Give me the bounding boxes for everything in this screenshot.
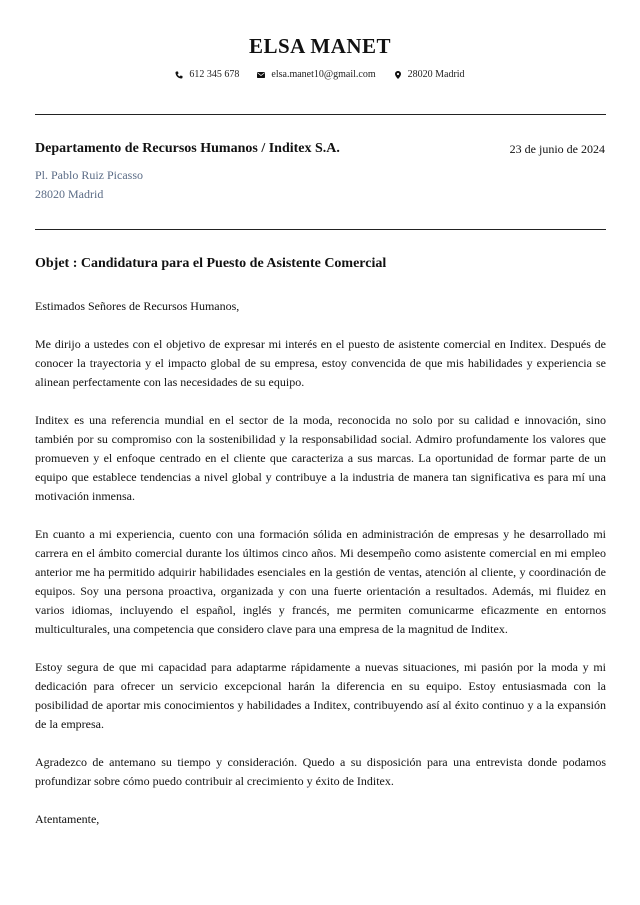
- envelope-icon: [257, 71, 265, 79]
- location-pin-icon: [394, 71, 402, 79]
- contact-location: [394, 69, 465, 80]
- paragraph-4: Estoy segura de que mi capacidad para adaptarme rápidamente a nuevas situaciones, mi pasión por la moda y mi dedicación para ofrecer un servicio excepcional harán la diferencia en su equipo. Estoy entusiasmada con la posibilidad de aportar mis conocimientos y habilidades a Inditex, contribuyendo así al éxito continuo y a la expansión de la empresa.: [35, 660, 606, 731]
- paragraph-5: Agradezco de antemano su tiempo y consideración. Quedo a su disposición para una entrevista donde podamos profundizar sobre cómo puedo contribuir al crecimiento y éxito de Inditex.: [35, 755, 606, 788]
- paragraph-3: En cuanto a mi experiencia, cuento con una formación sólida en administración de empresas y he desarrollado mi carrera en el ámbito comercial durante los últimos cinco años. Mi desempeño como asistente comercial en mi empleo anterior me ha permitido adquirir habilidades esenciales en la gestión de ventas, atención al cliente, y coordinación de equipos. Soy una persona proactiva, organizada y con una fuerte orientación a resultados. Además, mi fluidez en varios idiomas, incluyendo el español, inglés y francés, me permiten comunicarme eficazmente en entornos multiculturales, una competencia que considero clave para una empresa de la magnitud de Inditex.: [35, 527, 606, 636]
- email-address: elsa.manet10@gmail.com: [271, 69, 376, 80]
- phone-number: 612 345 678: [189, 69, 240, 80]
- contact-bar: [0, 69, 640, 80]
- address-line-1: Pl. Pablo Ruiz Picasso: [35, 168, 144, 182]
- recipient-name: Departamento de Recursos Humanos / Inditex S.A.: [35, 141, 340, 156]
- applicant-name: ELSA MANET: [248, 34, 392, 58]
- salutation: Estimados Señores de Recursos Humanos,: [35, 299, 240, 313]
- letter-body: [35, 297, 606, 848]
- closing: Atentamente,: [35, 812, 100, 826]
- letter-date: 23 de junio de 2024: [509, 142, 605, 156]
- paragraph-1: Me dirijo a ustedes con el objetivo de expresar mi interés en el puesto de asistente comercial en Inditex. Después de conocer la trayectoria y el impacto global de su empresa, estoy convencida de que mis habilidades y experiencia se alinean perfectamente con las necesidades de su equipo.: [35, 337, 606, 389]
- phone-icon: [175, 71, 183, 79]
- letter-subject: Objet : Candidatura para el Puesto de Asistente Comercial: [35, 256, 387, 271]
- address-line-2: 28020 Madrid: [35, 187, 104, 201]
- contact-email: [257, 69, 375, 80]
- contact-phone: [175, 69, 239, 80]
- paragraph-2: Inditex es una referencia mundial en el sector de la moda, reconocida no solo por su calidad e innovación, sino también por su compromiso con la sostenibilidad y la responsabilidad social. Admiro profundamente los valores que promueven y el enfoque centrado en el cliente que caracteriza a sus marcas. La oportunidad de formar parte de un equipo que establece tendencias a nivel global y contribuye a la industria de manera tan significativa es para mí una motivación inmensa.: [35, 413, 606, 503]
- header-divider: [35, 114, 606, 115]
- recipient-address: [35, 166, 143, 204]
- location-text: 28020 Madrid: [407, 69, 465, 80]
- recipient-divider: [35, 229, 606, 230]
